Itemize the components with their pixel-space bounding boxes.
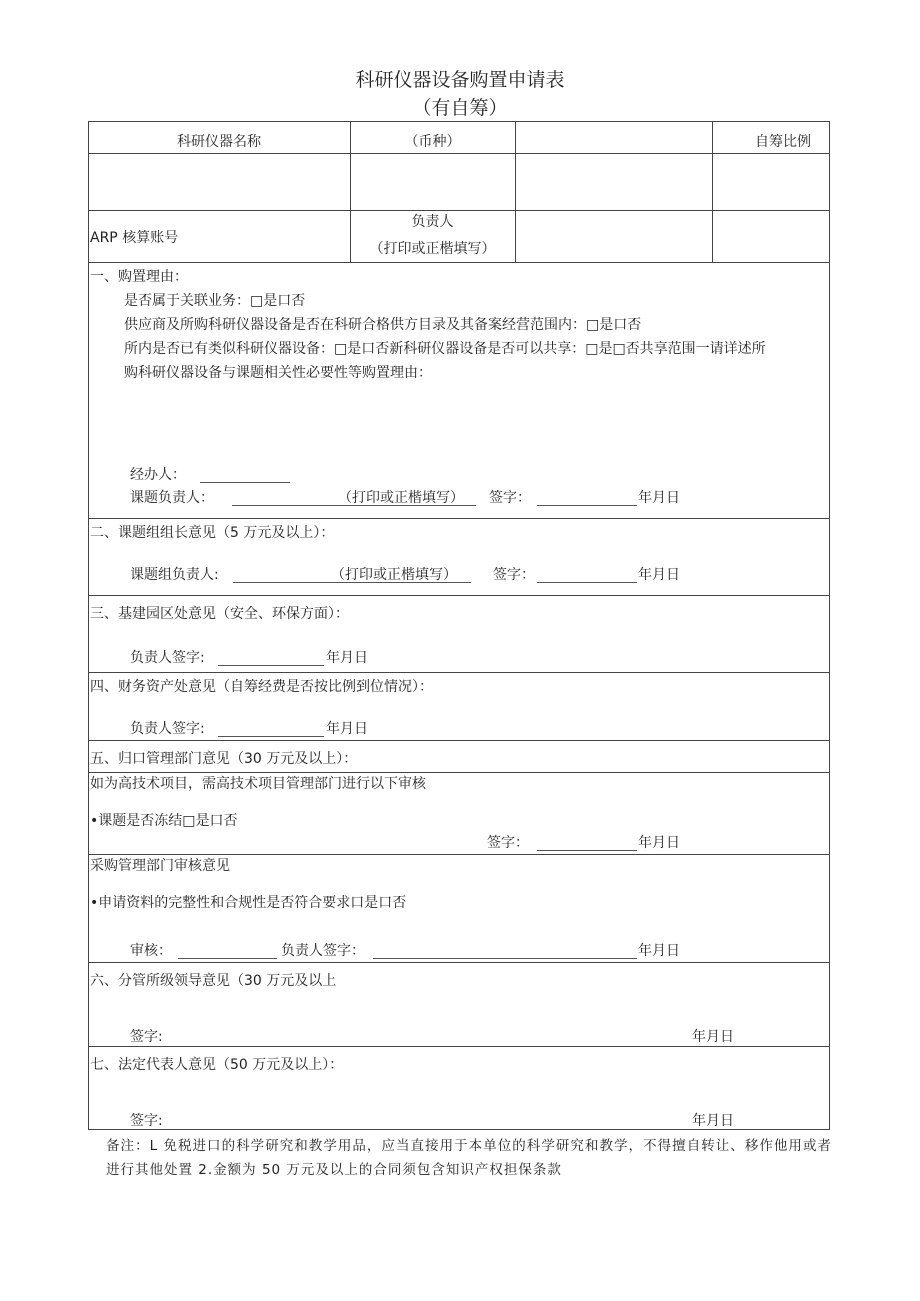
compliance-question[interactable]: •申请资料的完整性和合规性是否符合要求口是口否 bbox=[90, 895, 407, 911]
responsible-person-field[interactable] bbox=[517, 213, 710, 260]
header-row-divider-3 bbox=[88, 262, 830, 263]
project-leader-label: 课题负责人： bbox=[130, 490, 214, 506]
review-field[interactable] bbox=[178, 958, 277, 959]
section1-sign-label: 签字： bbox=[489, 490, 531, 506]
section2-sign-label: 签字： bbox=[493, 567, 535, 583]
section1-date-label: 年月日 bbox=[638, 490, 680, 506]
section5-heading: 五、归口管理部门意见（30 万元及以上）： bbox=[90, 751, 358, 767]
section7-heading: 七、法定代表人意见（50 万元及以上）： bbox=[90, 1057, 344, 1073]
section1-heading: 一、购置理由： bbox=[90, 269, 188, 285]
section-divider-1 bbox=[88, 518, 830, 519]
purchase-reason-prompt: 购科研仪器设备与课题相关性必要性等购置理由： bbox=[124, 365, 432, 381]
section-divider-6 bbox=[88, 1046, 830, 1047]
section5-sign-label: 签字： bbox=[487, 835, 529, 851]
section2-date-label: 年月日 bbox=[638, 567, 680, 583]
section3-sign-label: 负责人签字: bbox=[130, 650, 205, 666]
section2-sign-field[interactable] bbox=[537, 582, 637, 583]
project-frozen-question[interactable]: •课题是否冻结□是口否 bbox=[90, 813, 238, 829]
section5-subdivider-2 bbox=[88, 854, 830, 855]
self-funding-ratio-field[interactable] bbox=[714, 156, 828, 208]
group-leader-print-hint: （打印或正楷填写） bbox=[331, 567, 457, 583]
section-divider-2 bbox=[88, 595, 830, 596]
section5-sign-field[interactable] bbox=[537, 850, 637, 851]
procurement-review-heading: 采购管理部门审核意见 bbox=[90, 858, 230, 874]
similar-equipment-question[interactable]: 所内是否已有类似科研仪器设备：□是口否新科研仪器设备是否可以共享：□是□否共享范围一请详述所 bbox=[124, 341, 766, 357]
arp-account-label: ARP 核算账号 bbox=[90, 230, 179, 246]
currency-label: （币种） bbox=[404, 134, 461, 150]
section-divider-4 bbox=[88, 740, 830, 741]
header-row-divider-2 bbox=[88, 210, 830, 211]
header-col-divider-2 bbox=[515, 121, 516, 262]
hightech-review-note: 如为高技术项目，需高技术项目管理部门进行以下审核 bbox=[90, 776, 426, 792]
section6-date-label: 年月日 bbox=[692, 1029, 734, 1045]
header-row-divider-1 bbox=[88, 153, 830, 154]
section7-sign-label: 签字: bbox=[130, 1113, 163, 1129]
section-divider-3 bbox=[88, 672, 830, 673]
section5-date-label: 年月日 bbox=[638, 835, 680, 851]
section4-sign-label: 负责人签字: bbox=[130, 721, 205, 737]
amount-field[interactable] bbox=[517, 156, 710, 208]
supplier-catalog-question[interactable]: 供应商及所购科研仪器设备是否在科研合格供方目录及其备案经营范围内：□是口否 bbox=[124, 317, 642, 333]
section6-sign-field[interactable] bbox=[170, 1012, 670, 1046]
section6-heading: 六、分管所级领导意见（30 万元及以上 bbox=[90, 973, 337, 989]
procurement-leader-sign-field[interactable] bbox=[373, 958, 637, 959]
section4-heading: 四、财务资产处意见（自筹经费是否按比例到位情况）： bbox=[90, 679, 433, 695]
related-business-question[interactable]: 是否属于关联业务：□是口否 bbox=[124, 293, 306, 309]
section2-heading: 二、课题组组长意见（5 万元及以上）： bbox=[90, 525, 335, 541]
section5-subdivider-1 bbox=[88, 772, 830, 773]
section3-sign-field[interactable] bbox=[218, 665, 324, 666]
remarks-note: 备注：L 免税进口的科学研究和教学用品，应当直接用于本单位的科学研究和教学，不得擅自转让、移作他用或者进行其他处置 2.金额为 50 万元及以上的合同须包含知识产权担保条款 bbox=[106, 1138, 832, 1178]
section3-date-label: 年月日 bbox=[326, 650, 368, 666]
procurement-date-label: 年月日 bbox=[638, 943, 680, 959]
responsible-person-label: 负责人 bbox=[411, 214, 454, 230]
instrument-name-field[interactable] bbox=[90, 156, 348, 208]
document-title: 科研仪器设备购置申请表 bbox=[355, 69, 565, 91]
handler-field[interactable] bbox=[200, 482, 290, 483]
review-label: 审核： bbox=[130, 943, 172, 959]
section7-date-label: 年月日 bbox=[692, 1113, 734, 1129]
group-leader-label: 课题组负责人: bbox=[130, 567, 219, 583]
section7-sign-field[interactable] bbox=[170, 1096, 670, 1128]
section3-heading: 三、基建园区处意见（安全、环保方面）： bbox=[90, 606, 349, 622]
section1-sign-field[interactable] bbox=[537, 505, 637, 506]
instrument-name-label: 科研仪器名称 bbox=[177, 134, 261, 150]
print-or-regular-script-hint: （打印或正楷填写） bbox=[369, 241, 496, 257]
section4-date-label: 年月日 bbox=[326, 721, 368, 737]
section4-sign-field[interactable] bbox=[218, 736, 324, 737]
purchase-reason-field[interactable] bbox=[124, 386, 824, 456]
currency-field[interactable] bbox=[352, 156, 513, 208]
arp-account-field[interactable] bbox=[714, 213, 828, 260]
document-subtitle: （有自筹） bbox=[412, 97, 508, 119]
handler-label: 经办人： bbox=[130, 467, 186, 483]
project-leader-print-hint: （打印或正楷填写） bbox=[338, 490, 464, 506]
section-divider-5 bbox=[88, 962, 830, 963]
section6-sign-label: 签字: bbox=[130, 1029, 163, 1045]
self-funding-ratio-label: 自筹比例 bbox=[755, 134, 811, 150]
procurement-leader-sign-label: 负责人签字： bbox=[281, 943, 365, 959]
